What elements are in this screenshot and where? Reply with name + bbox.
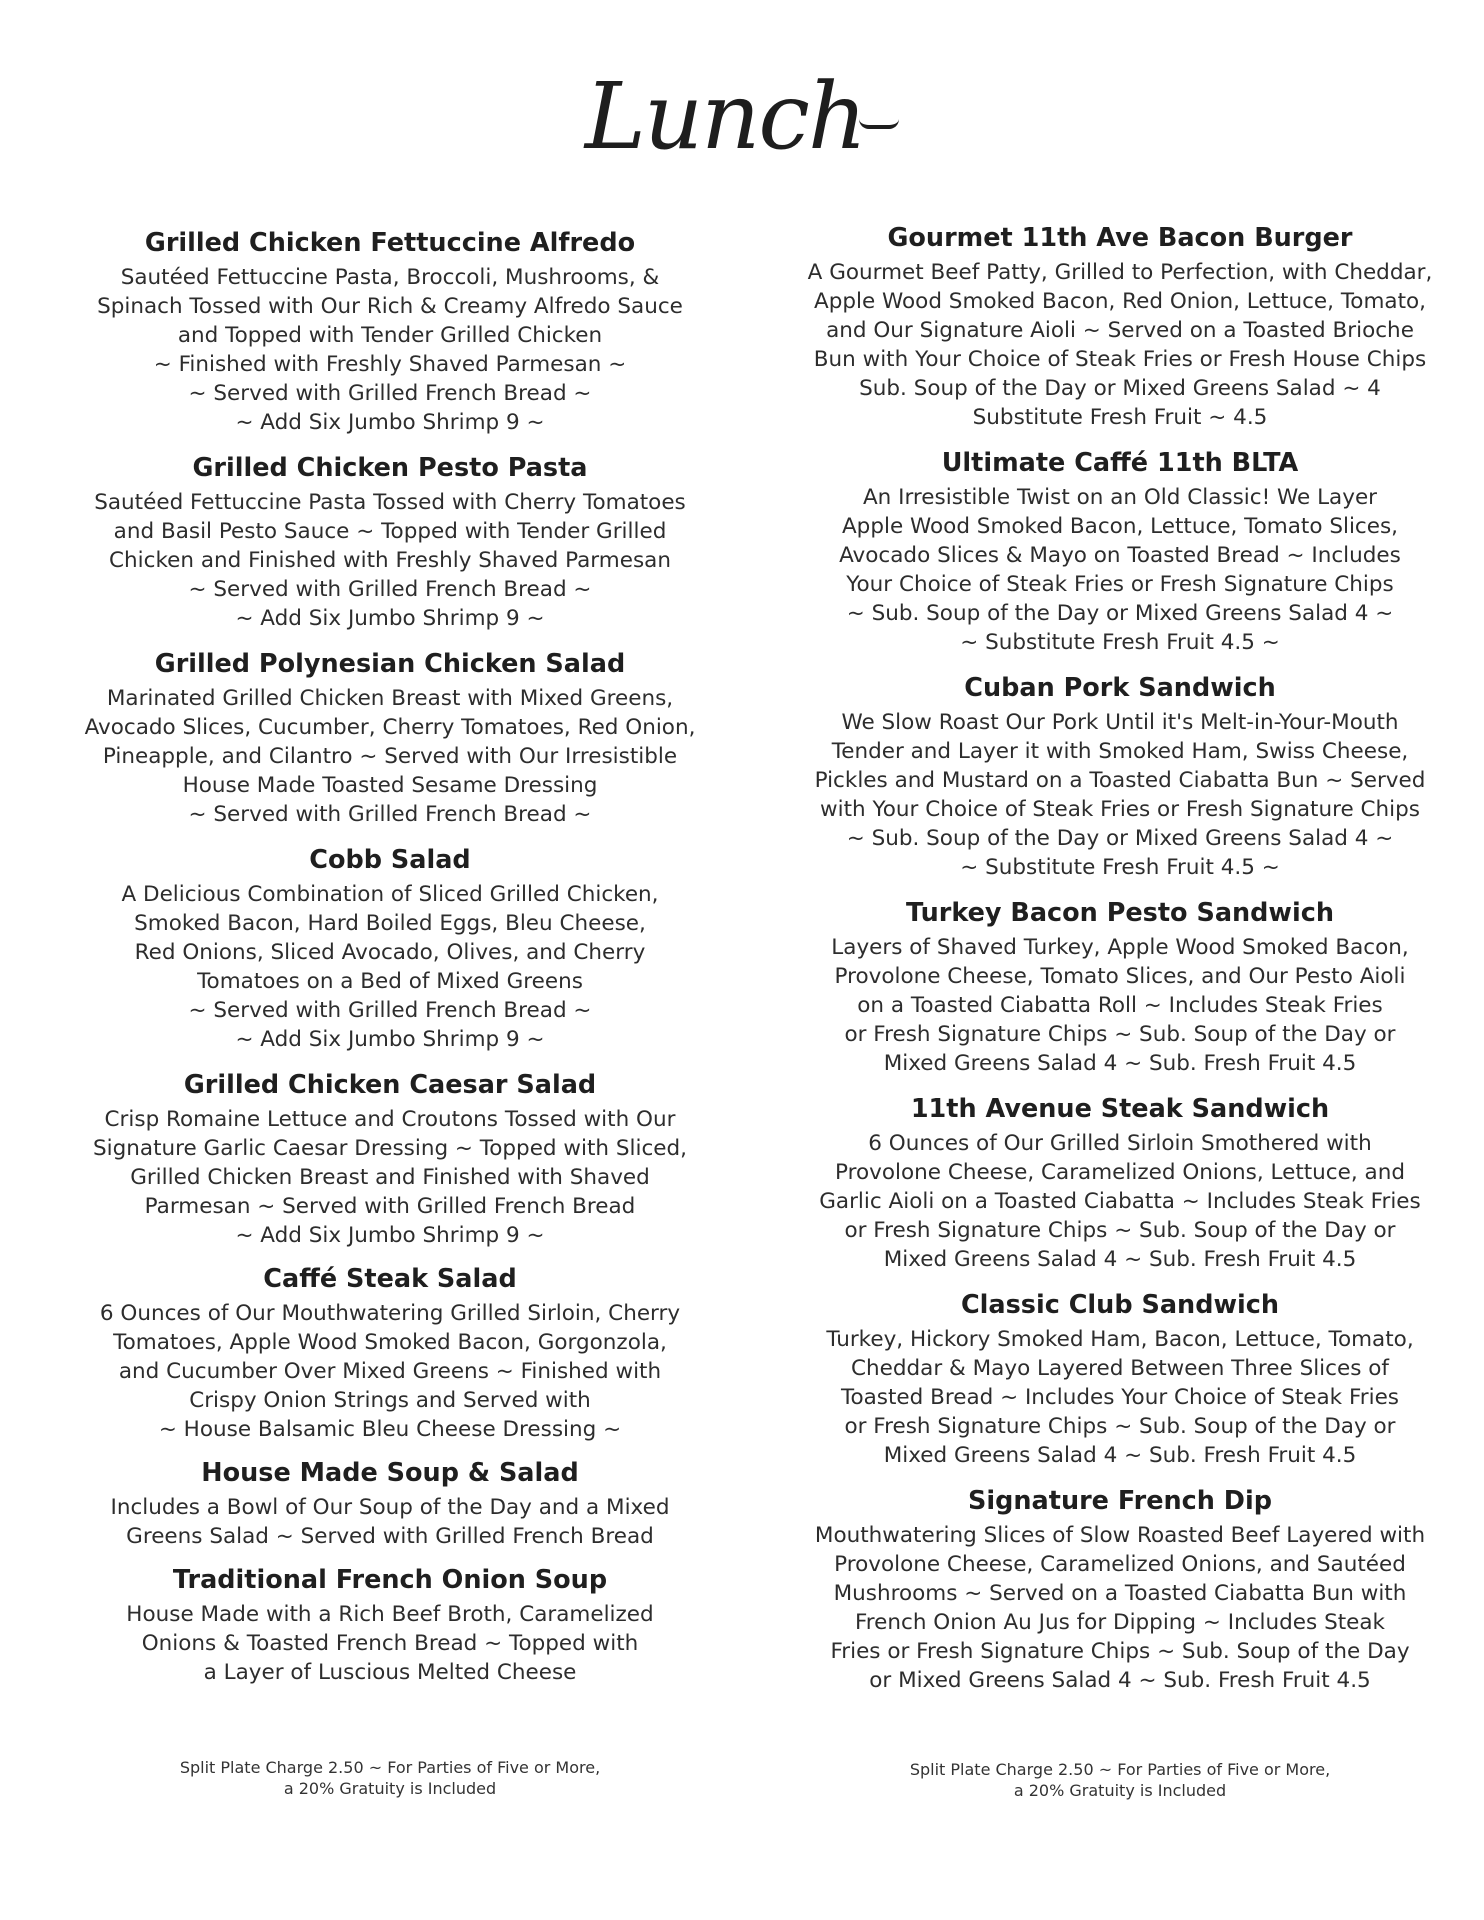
description-line: Pineapple, and Cilantro ~ Served with Our Irresistible xyxy=(102,744,678,769)
description-line: Mixed Greens Salad 4 ~ Sub. Fresh Fruit 4.5 xyxy=(883,1051,1357,1076)
menu-item-description xyxy=(790,258,1450,432)
menu-item-description xyxy=(70,1493,710,1551)
description-line: Tomatoes on a Bed of Mixed Greens xyxy=(197,969,583,994)
description-line: ~ Served with Grilled French Bread ~ xyxy=(188,802,592,827)
description-line: House Made with a Rich Beef Broth, Caramelized xyxy=(126,1602,654,1627)
menu-item-description xyxy=(70,263,710,437)
description-line: We Slow Roast Our Pork Until it's Melt-in-Your-Mouth xyxy=(841,710,1399,735)
description-line: Your Choice of Steak Fries or Fresh Signature Chips xyxy=(846,572,1394,597)
footer-line: Split Plate Charge 2.50 ~ For Parties of Five or More, xyxy=(179,1758,601,1777)
description-line: 6 Ounces of Our Mouthwatering Grilled Sirloin, Cherry xyxy=(99,1301,681,1326)
description-line: ~ Add Six Jumbo Shrimp 9 ~ xyxy=(235,1223,545,1248)
description-line: Cheddar & Mayo Layered Between Three Slices of xyxy=(851,1356,1389,1381)
description-line: Mixed Greens Salad 4 ~ Sub. Fresh Fruit 4.5 xyxy=(883,1247,1357,1272)
description-line: ~ Add Six Jumbo Shrimp 9 ~ xyxy=(235,1027,545,1052)
menu-item xyxy=(790,1484,1450,1695)
description-line: Pickles and Mustard on a Toasted Ciabatta Bun ~ Served xyxy=(814,768,1426,793)
description-line: Spinach Tossed with Our Rich & Creamy Alfredo Sauce xyxy=(97,294,683,319)
description-line: A Delicious Combination of Sliced Grilled Chicken, xyxy=(121,882,659,907)
description-line: on a Toasted Ciabatta Roll ~ Includes Steak Fries xyxy=(857,993,1383,1018)
description-line: and Basil Pesto Sauce ~ Topped with Tender Grilled xyxy=(113,519,667,544)
description-line: Parmesan ~ Served with Grilled French Bread xyxy=(144,1194,636,1219)
description-line: and Topped with Tender Grilled Chicken xyxy=(177,323,603,348)
description-line: Fries or Fresh Signature Chips ~ Sub. Soup of the Day xyxy=(830,1639,1410,1664)
description-line: Turkey, Hickory Smoked Ham, Bacon, Lettuce, Tomato, xyxy=(826,1327,1414,1352)
description-line: ~ House Balsamic Bleu Cheese Dressing ~ xyxy=(158,1417,622,1442)
description-line: or Fresh Signature Chips ~ Sub. Soup of the Day or xyxy=(844,1414,1396,1439)
menu-item-name: Classic Club Sandwich xyxy=(960,1290,1280,1320)
menu-item-name: Grilled Chicken Fettuccine Alfredo xyxy=(144,228,636,258)
description-line: Provolone Cheese, Caramelized Onions, Lettuce, and xyxy=(835,1160,1405,1185)
menu-item-description xyxy=(790,708,1450,882)
description-line: a Layer of Luscious Melted Cheese xyxy=(203,1660,577,1685)
description-line: Marinated Grilled Chicken Breast with Mixed Greens, xyxy=(106,686,674,711)
description-line: Sautéed Fettuccine Pasta Tossed with Cherry Tomatoes xyxy=(94,490,686,515)
description-line: Apple Wood Smoked Bacon, Red Onion, Lettuce, Tomato, xyxy=(813,289,1426,314)
description-line: Tender and Layer it with Smoked Ham, Swiss Cheese, xyxy=(831,739,1409,764)
menu-item xyxy=(70,843,710,1054)
description-line: Onions & Toasted French Bread ~ Topped with xyxy=(141,1631,639,1656)
menu-item xyxy=(790,1092,1450,1274)
description-line: or Fresh Signature Chips ~ Sub. Soup of the Day or xyxy=(844,1022,1396,1047)
description-line: Toasted Bread ~ Includes Your Choice of Steak Fries xyxy=(840,1385,1400,1410)
menu-item-name: Cobb Salad xyxy=(309,845,471,875)
menu-item xyxy=(70,647,710,829)
footer-line: Split Plate Charge 2.50 ~ For Parties of Five or More, xyxy=(909,1760,1331,1779)
description-line: Includes a Bowl of Our Soup of the Day and a Mixed xyxy=(110,1495,670,1520)
description-line: Tomatoes, Apple Wood Smoked Bacon, Gorgonzola, xyxy=(113,1330,667,1355)
menu-item-description xyxy=(790,1129,1450,1274)
menu-item-description xyxy=(790,1325,1450,1470)
left-menu-column xyxy=(70,226,710,1687)
menu-item-name: Signature French Dip xyxy=(968,1486,1272,1516)
description-line: Provolone Cheese, Tomato Slices, and Our Pesto Aioli xyxy=(834,964,1406,989)
description-line: Red Onions, Sliced Avocado, Olives, and Cherry xyxy=(134,940,646,965)
description-line: Signature Garlic Caesar Dressing ~ Topped with Sliced, xyxy=(93,1136,687,1161)
description-line: and Cucumber Over Mixed Greens ~ Finished with xyxy=(118,1359,662,1384)
description-line: or Mixed Greens Salad 4 ~ Sub. Fresh Fruit 4.5 xyxy=(869,1668,1371,1693)
menu-item-name: Cuban Pork Sandwich xyxy=(964,673,1276,703)
description-line: Apple Wood Smoked Bacon, Lettuce, Tomato Slices, xyxy=(841,514,1399,539)
description-line: Greens Salad ~ Served with Grilled French Bread xyxy=(126,1524,654,1549)
menu-item-description xyxy=(70,880,710,1054)
menu-item xyxy=(790,896,1450,1078)
menu-item-description xyxy=(70,684,710,829)
description-line: An Irresistible Twist on an Old Classic! We Layer xyxy=(862,485,1378,510)
description-line: Avocado Slices & Mayo on Toasted Bread ~ Includes xyxy=(839,543,1401,568)
description-line: Crisp Romaine Lettuce and Croutons Tossed with Our xyxy=(104,1107,676,1132)
menu-item-description xyxy=(70,1105,710,1250)
description-line: Crispy Onion Strings and Served with xyxy=(189,1388,591,1413)
menu-item-description xyxy=(70,1600,710,1687)
description-line: Grilled Chicken Breast and Finished with Shaved xyxy=(130,1165,650,1190)
right-menu-column xyxy=(790,221,1450,1695)
description-line: ~ Sub. Soup of the Day or Mixed Greens Salad 4 ~ xyxy=(846,601,1394,626)
footer-line: a 20% Gratuity is Included xyxy=(1013,1781,1227,1800)
description-line: with Your Choice of Steak Fries or Fresh Signature Chips xyxy=(820,797,1420,822)
description-line: ~ Sub. Soup of the Day or Mixed Greens Salad 4 ~ xyxy=(846,826,1394,851)
menu-item xyxy=(70,451,710,633)
description-line: French Onion Au Jus for Dipping ~ Includes Steak xyxy=(855,1610,1385,1635)
footer-note-left xyxy=(70,1757,710,1799)
description-line: ~ Served with Grilled French Bread ~ xyxy=(188,998,592,1023)
description-line: Bun with Your Choice of Steak Fries or Fresh House Chips xyxy=(813,347,1427,372)
description-line: House Made Toasted Sesame Dressing xyxy=(182,773,598,798)
menu-item-name: Turkey Bacon Pesto Sandwich xyxy=(906,898,1334,928)
menu-item-description xyxy=(790,1521,1450,1695)
description-line: Mushrooms ~ Served on a Toasted Ciabatta Bun with xyxy=(833,1581,1407,1606)
description-line: ~ Substitute Fresh Fruit 4.5 ~ xyxy=(960,630,1280,655)
description-line: Sub. Soup of the Day or Mixed Greens Salad ~ 4 xyxy=(859,376,1381,401)
menu-item xyxy=(70,1456,710,1551)
menu-item-name: Grilled Polynesian Chicken Salad xyxy=(154,649,626,679)
menu-title xyxy=(0,62,1484,172)
menu-item-description xyxy=(70,1299,710,1444)
description-line: ~ Finished with Freshly Shaved Parmesan ~ xyxy=(153,352,627,377)
footer-line: a 20% Gratuity is Included xyxy=(283,1779,497,1798)
menu-item xyxy=(790,221,1450,432)
description-line: Avocado Slices, Cucumber, Cherry Tomatoes, Red Onion, xyxy=(84,715,696,740)
menu-item xyxy=(70,1068,710,1250)
menu-item-name: Caffé Steak Salad xyxy=(263,1264,517,1294)
description-line: Chicken and Finished with Freshly Shaved Parmesan xyxy=(109,548,671,573)
description-line: ~ Served with Grilled French Bread ~ xyxy=(188,381,592,406)
description-line: Mixed Greens Salad 4 ~ Sub. Fresh Fruit 4.5 xyxy=(883,1443,1357,1468)
menu-item xyxy=(70,1262,710,1444)
description-line: Smoked Bacon, Hard Boiled Eggs, Bleu Cheese, xyxy=(134,911,646,936)
description-line: and Our Signature Aioli ~ Served on a Toasted Brioche xyxy=(826,318,1414,343)
description-line: Sautéed Fettuccine Pasta, Broccoli, Mushrooms, & xyxy=(120,265,660,290)
menu-item xyxy=(790,671,1450,882)
description-line: or Fresh Signature Chips ~ Sub. Soup of the Day or xyxy=(844,1218,1396,1243)
description-line: Layers of Shaved Turkey, Apple Wood Smoked Bacon, xyxy=(831,935,1409,960)
description-line: ~ Add Six Jumbo Shrimp 9 ~ xyxy=(235,606,545,631)
description-line: Substitute Fresh Fruit ~ 4.5 xyxy=(972,405,1268,430)
description-line: Provolone Cheese, Caramelized Onions, and Sautéed xyxy=(834,1552,1406,1577)
description-line: ~ Served with Grilled French Bread ~ xyxy=(188,577,592,602)
title-swash xyxy=(859,119,899,129)
menu-item-name: Traditional French Onion Soup xyxy=(172,1565,608,1595)
description-line: Garlic Aioli on a Toasted Ciabatta ~ Includes Steak Fries xyxy=(819,1189,1421,1214)
footer-note-right xyxy=(790,1759,1450,1801)
description-line: A Gourmet Beef Patty, Grilled to Perfection, with Cheddar, xyxy=(807,260,1433,285)
menu-item-name: Ultimate Caffé 11th BLTA xyxy=(941,448,1299,478)
menu-title-text: Lunch xyxy=(584,63,866,170)
menu-item-name: Gourmet 11th Ave Bacon Burger xyxy=(887,223,1353,253)
menu-item-name: House Made Soup & Salad xyxy=(201,1458,579,1488)
menu-item xyxy=(70,226,710,437)
menu-item xyxy=(790,1288,1450,1470)
menu-item-name: 11th Avenue Steak Sandwich xyxy=(910,1094,1330,1124)
description-line: Mouthwatering Slices of Slow Roasted Beef Layered with xyxy=(814,1523,1426,1548)
description-line: ~ Add Six Jumbo Shrimp 9 ~ xyxy=(235,410,545,435)
menu-item-name: Grilled Chicken Caesar Salad xyxy=(183,1070,597,1100)
menu-item xyxy=(790,446,1450,657)
menu-item-description xyxy=(70,488,710,633)
menu-item xyxy=(70,1563,710,1687)
description-line: 6 Ounces of Our Grilled Sirloin Smothered with xyxy=(868,1131,1372,1156)
menu-item-description xyxy=(790,933,1450,1078)
menu-item-description xyxy=(790,483,1450,657)
menu-item-name: Grilled Chicken Pesto Pasta xyxy=(192,453,588,483)
description-line: ~ Substitute Fresh Fruit 4.5 ~ xyxy=(960,855,1280,880)
